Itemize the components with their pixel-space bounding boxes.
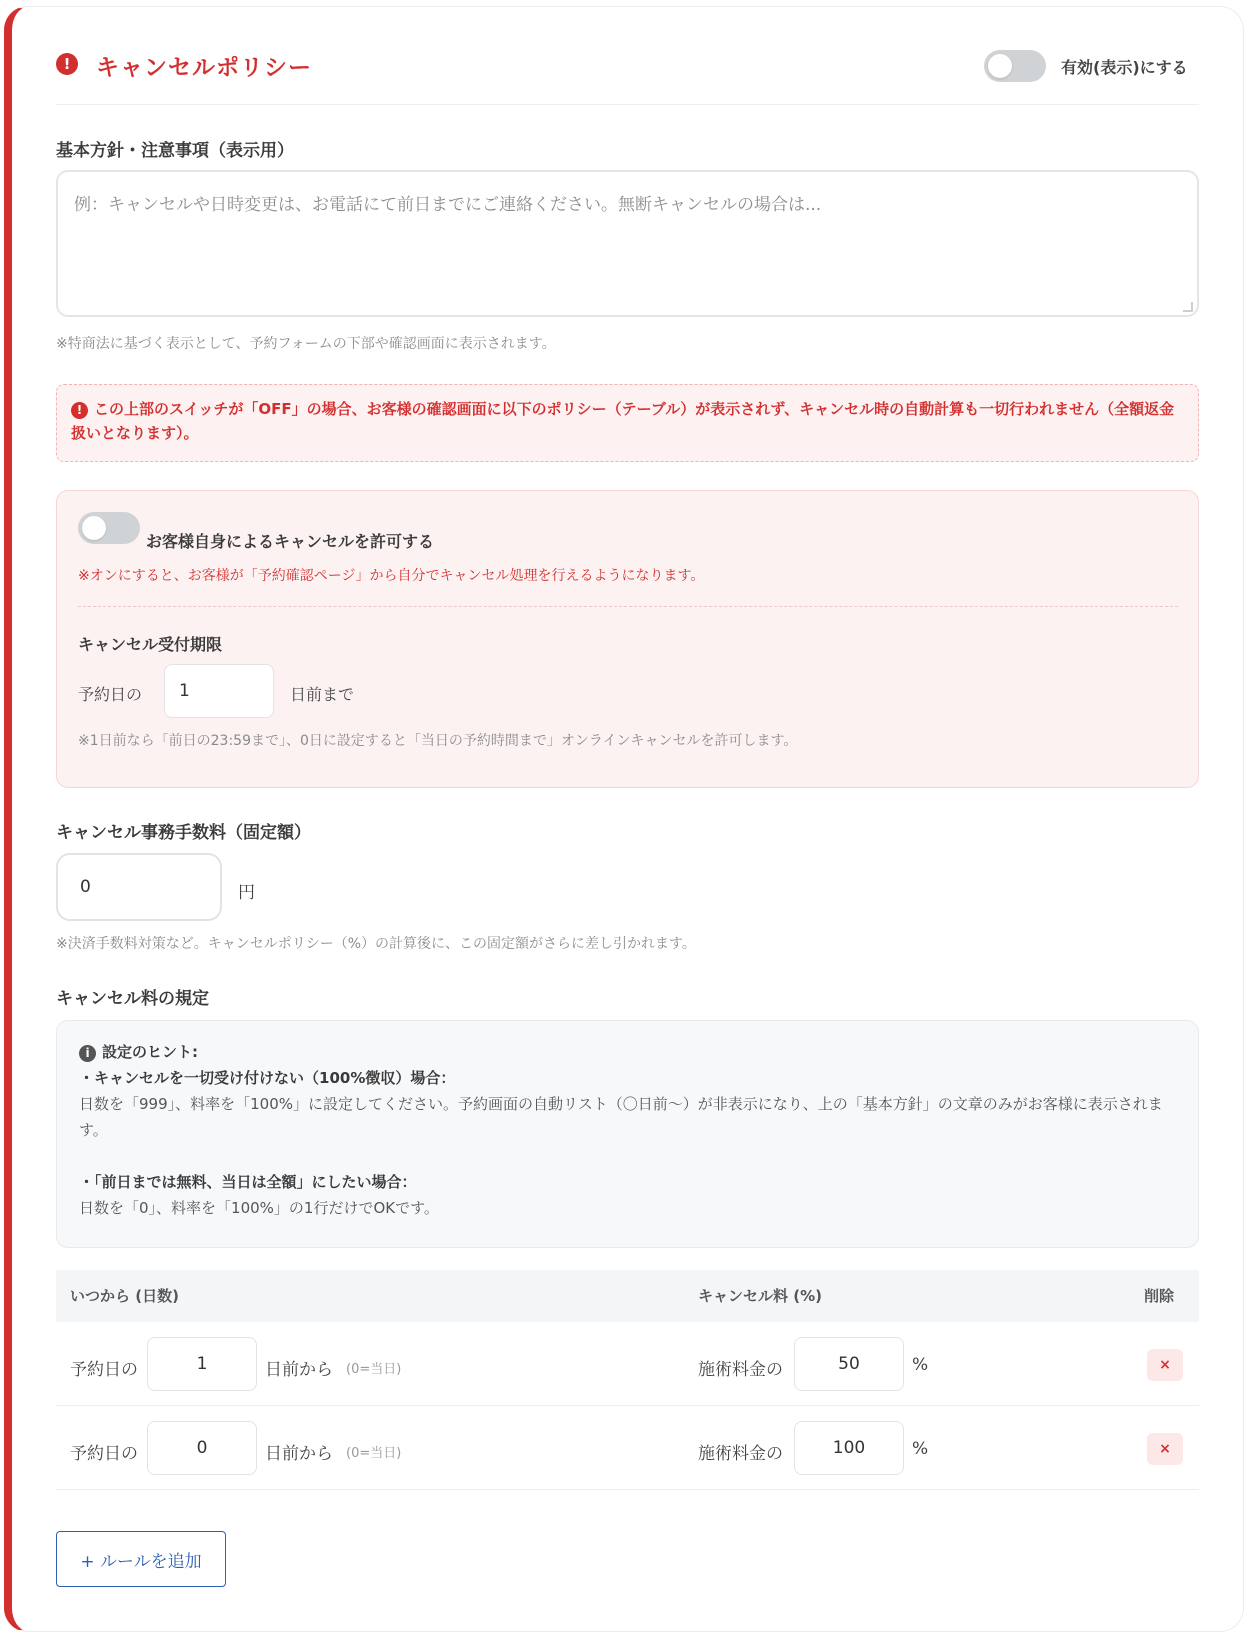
row-fee-prefix: 施術料金の [698,1444,783,1464]
col-delete-header: 削除 [1144,1287,1175,1305]
delete-rule-button[interactable]: × [1147,1433,1183,1465]
page-title: キャンセルポリシー [96,55,312,81]
row-prefix: 予約日の [70,1444,138,1464]
off-warning-text: この上部のスイッチが「OFF」の場合、お客様の確認画面に以下のポリシー（テーブル）が表示されず、キャンセル時の自動計算も一切行われません（全額返金扱いとなります）。 [71,400,1175,442]
enable-toggle[interactable] [984,50,1046,82]
deadline-suffix: 日前まで [290,685,355,704]
warning-icon: ! [71,402,88,419]
row-fee-prefix: 施術料金の [698,1360,783,1380]
row-unit: % [912,1355,929,1375]
row-divider [56,1405,1199,1406]
row-divider [56,1489,1199,1490]
toggle-knob [988,54,1012,78]
rule-percent-input[interactable]: 50 [794,1337,904,1391]
info-icon: i [79,1045,96,1062]
hint-2-title: ・「前日までは無料、当日は全額」にしたい場合： [79,1173,417,1191]
add-rule-button[interactable]: + ルールを追加 [56,1531,226,1587]
rules-label: キャンセル料の規定 [56,989,209,1009]
toggle-knob [82,516,106,540]
off-warning [56,384,1199,462]
basic-policy-textarea[interactable] [56,170,1199,317]
resize-grip-icon[interactable] [1183,302,1193,312]
alert-icon: ! [56,53,78,75]
hint-title: 設定のヒント: [102,1043,198,1061]
self-cancel-toggle[interactable] [78,512,140,544]
enable-toggle-label: 有効(表示)にする [1061,58,1188,77]
row-suffix: 日前から [265,1444,333,1464]
hint-1-title: ・キャンセルを一切受け付けない（100%徴収）場合： [79,1069,456,1087]
hint-title-row [79,1039,1176,1065]
row-unit: % [912,1439,929,1459]
basic-policy-label: 基本方針・注意事項（表示用） [56,141,294,161]
self-cancel-note: ※オンにすると、お客様が「予約確認ページ」から自分でキャンセル処理を行えるようになります。 [78,568,705,584]
col-from-header: いつから (日数) [70,1287,179,1305]
rule-percent-input[interactable]: 100 [794,1421,904,1475]
row-hint: (0=当日) [346,1446,402,1461]
panel-divider [78,606,1178,607]
row-prefix: 予約日の [70,1360,138,1380]
deadline-label: キャンセル受付期限 [78,635,223,654]
col-fee-header: キャンセル料 (%) [698,1287,822,1305]
fee-unit: 円 [238,883,255,903]
row-hint: (0=当日) [346,1362,402,1377]
basic-policy-placeholder: 例：キャンセルや日時変更は、お電話にて前日までにご連絡ください。無断キャンセルの場合は... [74,195,822,215]
rule-days-input[interactable]: 1 [147,1337,257,1391]
fee-input[interactable]: 0 [56,853,222,921]
hint-1-body: 日数を「999」、料率を「100%」に設定してください。予約画面の自動リスト（〇日前〜）が非表示になり、上の「基本方針」の文章のみがお客様に表示されます。 [79,1095,1163,1139]
deadline-prefix: 予約日の [78,685,143,704]
rules-table-header [56,1270,1199,1322]
header-divider [56,104,1199,105]
hint-2-body: 日数を「0」、料率を「100%」の1行だけでOKです。 [79,1199,439,1217]
hint-box [56,1020,1199,1248]
fee-note: ※決済手数料対策など。キャンセルポリシー（%）の計算後に、この固定額がさらに差し引かれます。 [56,936,696,952]
delete-rule-button[interactable]: × [1147,1349,1183,1381]
deadline-days-input[interactable]: 1 [164,664,274,718]
rule-days-input[interactable]: 0 [147,1421,257,1475]
fee-label: キャンセル事務手数料（固定額） [56,823,311,843]
deadline-note: ※1日前なら「前日の23:59まで」、0日に設定すると「当日の予約時間まで」オンラインキャンセルを許可します。 [78,733,798,749]
row-suffix: 日前から [265,1360,333,1380]
basic-policy-note: ※特商法に基づく表示として、予約フォームの下部や確認画面に表示されます。 [56,336,556,352]
self-cancel-label: お客様自身によるキャンセルを許可する [146,532,435,551]
